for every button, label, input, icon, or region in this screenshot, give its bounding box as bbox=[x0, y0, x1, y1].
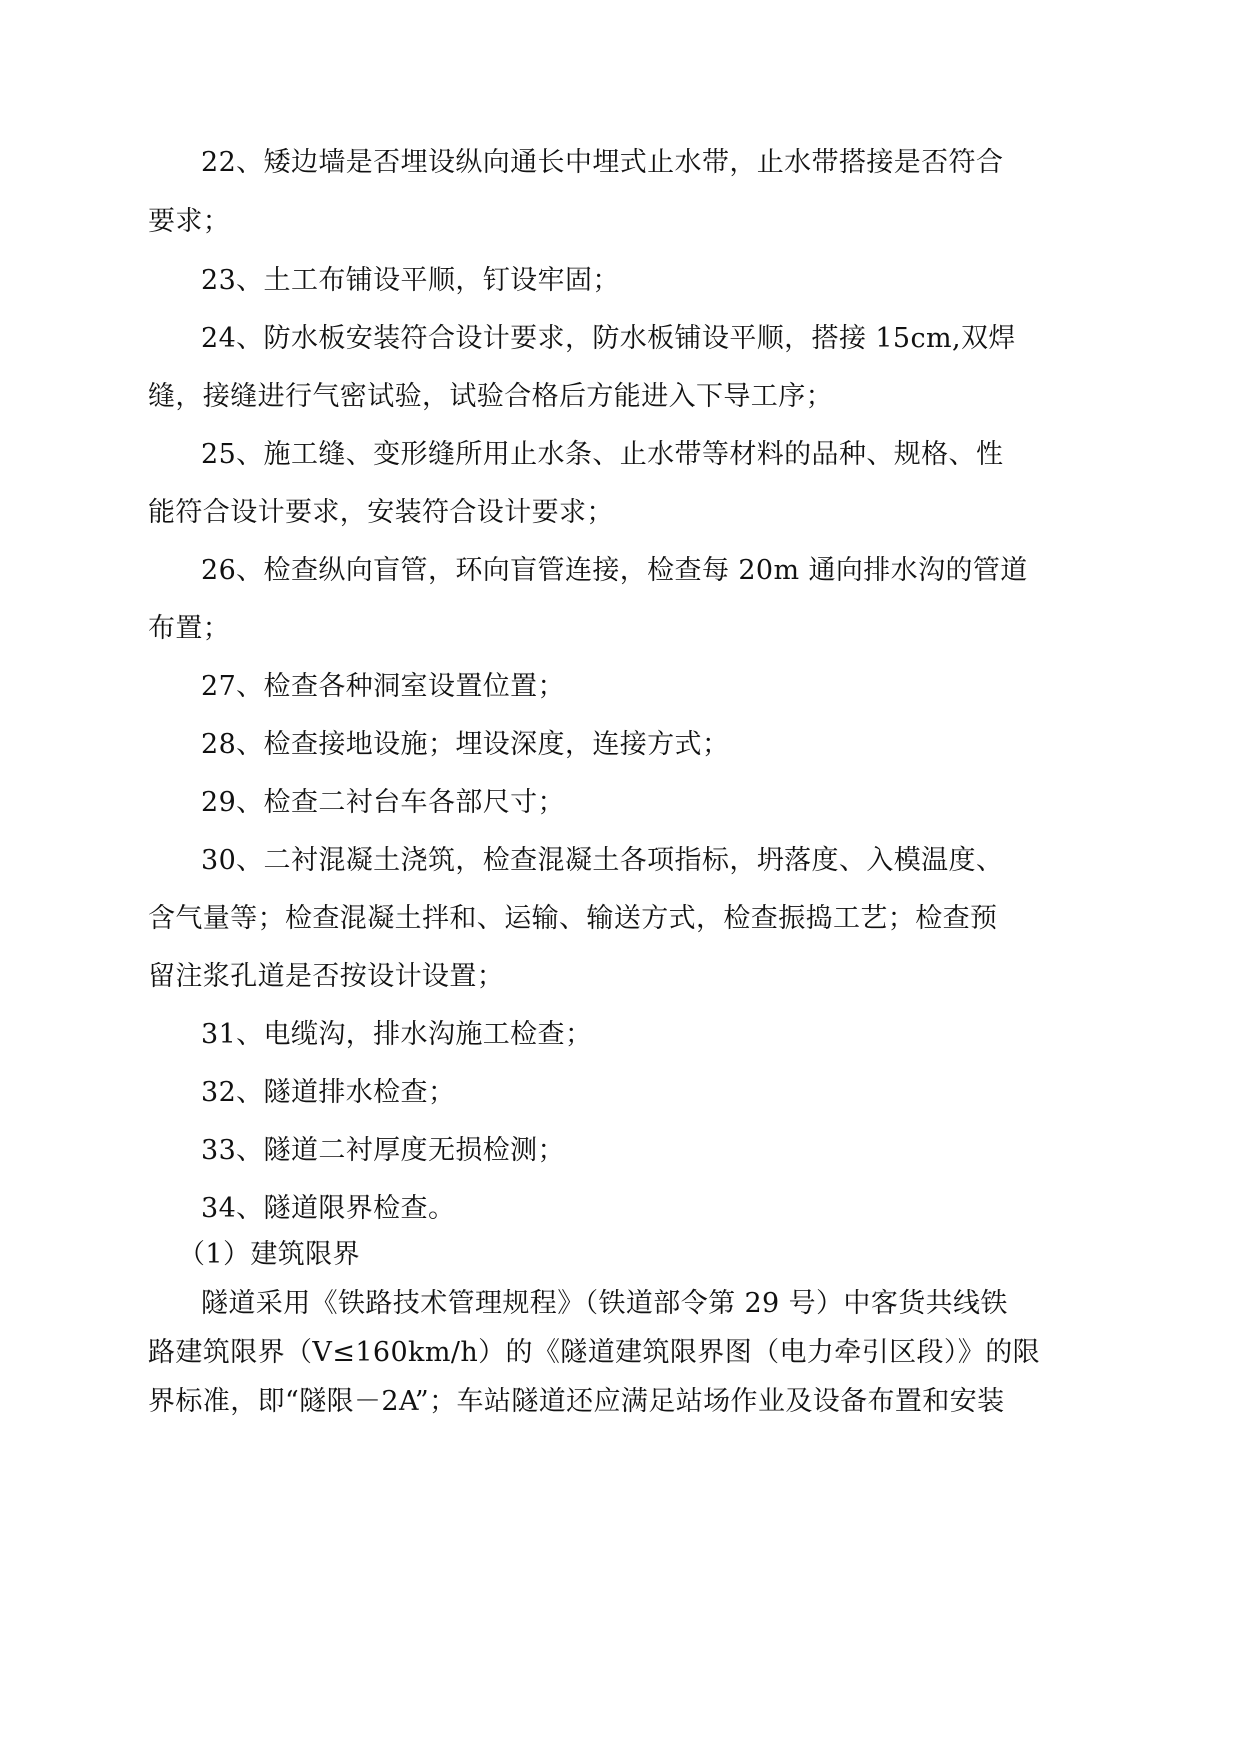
item-28: 28、检查接地设施；埋设深度，连接方式； bbox=[201, 729, 730, 760]
section-heading-building-clearance: （1）建筑限界 bbox=[178, 1239, 360, 1270]
item-23: 23、土工布铺设平顺，钉设牢固； bbox=[201, 265, 620, 296]
item-22-line-2: 要求； bbox=[148, 206, 231, 237]
paragraph-line-3: 界标准，即“隧限－2A”；车站隧道还应满足站场作业及设备布置和安装 bbox=[148, 1386, 1005, 1417]
item-25-line-2: 能符合设计要求，安装符合设计要求； bbox=[148, 497, 614, 528]
item-30-line-1: 30、二衬混凝土浇筑，检查混凝土各项指标，坍落度、入模温度、 bbox=[201, 845, 1004, 876]
item-29: 29、检查二衬台车各部尺寸； bbox=[201, 787, 565, 818]
paragraph-line-1: 隧道采用《铁路技术管理规程》（铁道部令第 29 号）中客货共线铁 bbox=[201, 1288, 1008, 1319]
item-30-line-2: 含气量等；检查混凝土拌和、运输、输送方式，检查振捣工艺；检查预 bbox=[148, 903, 998, 934]
item-32: 32、隧道排水检查； bbox=[201, 1077, 456, 1108]
item-27: 27、检查各种洞室设置位置； bbox=[201, 671, 565, 702]
item-24-line-2: 缝，接缝进行气密试验，试验合格后方能进入下导工序； bbox=[148, 381, 833, 412]
item-34: 34、隧道限界检查。 bbox=[201, 1193, 456, 1224]
item-26-line-1: 26、检查纵向盲管，环向盲管连接，检查每 20m 通向排水沟的管道 bbox=[201, 555, 1028, 586]
item-25-line-1: 25、施工缝、变形缝所用止水条、止水带等材料的品种、规格、性 bbox=[201, 439, 1004, 470]
item-26-line-2: 布置； bbox=[148, 613, 231, 644]
item-31: 31、电缆沟，排水沟施工检查； bbox=[201, 1019, 593, 1050]
paragraph-line-2: 路建筑限界（V≤160km/h）的《隧道建筑限界图（电力牵引区段）》的限 bbox=[148, 1337, 1041, 1368]
item-22-line-1: 22、矮边墙是否埋设纵向通长中埋式止水带，止水带搭接是否符合 bbox=[201, 147, 1004, 178]
item-33: 33、隧道二衬厚度无损检测； bbox=[201, 1135, 565, 1166]
item-24-line-1: 24、防水板安装符合设计要求，防水板铺设平顺，搭接 15cm,双焊 bbox=[201, 323, 1016, 354]
item-30-line-3: 留注浆孔道是否按设计设置； bbox=[148, 961, 505, 992]
